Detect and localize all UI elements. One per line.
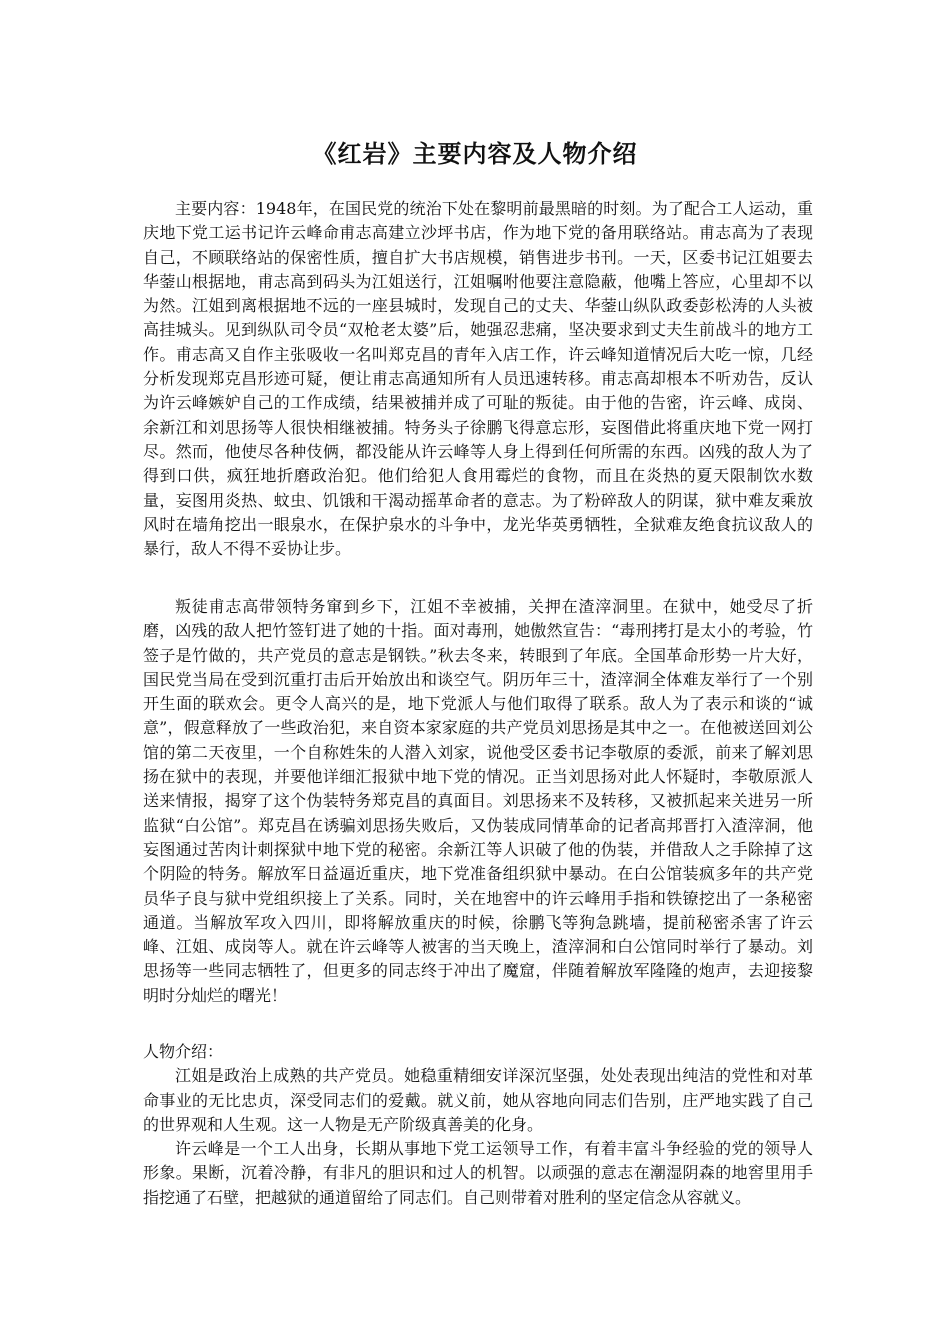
summary-paragraph-2-block	[143, 595, 813, 1008]
characters-section	[143, 1040, 813, 1210]
characters-heading: 人物介绍：	[143, 1042, 224, 1061]
summary-paragraph-1: 主要内容：1948年，在国民党的统治下处在黎明前最黑暗的时刻。为了配合工人运动，重庆地下党工运书记许云峰命甫志高建立沙坪书店，作为地下党的备用联络站。甫志高为了表现自己，不顾联络站的保密性质，擅自扩大书店规模，销售进步书刊。一天，区委书记江姐要去华蓥山根据地，甫志高到码头为江姐送行，江姐嘱咐他要注意隐蔽，他嘴上答应，心里却不以为然。江姐到离根据地不远的一座县城时，发现自己的丈夫、华蓥山纵队政委彭松涛的人头被高挂城头。见到纵队司令员“双枪老太婆”后，她强忍悲痛，坚决要求到丈夫生前战斗的地方工作。甫志高又自作主张吸收一名叫郑克昌的青年入店工作，许云峰知道情况后大吃一惊，几经分析发现郑克昌形迹可疑，便让甫志高通知所有人员迅速转移。甫志高却根本不听劝告，反认为许云峰嫉妒自己的工作成绩，结果被捕并成了可耻的叛徒。由于他的告密，许云峰、成岗、余新江和刘思扬等人很快相继被捕。特务头子徐鹏飞得意忘形，妄图借此将重庆地下党一网打尽。然而，他使尽各种伎俩，都没能从许云峰等人身上得到任何所需的东西。凶残的敌人为了得到口供，疯狂地折磨政治犯。他们给犯人食用霉烂的食物，而且在炎热的夏天限制饮水数量，妄图用炎热、蚊虫、饥饿和干渴动摇革命者的意志。为了粉碎敌人的阴谋，狱中难友乘放风时在墙角挖出一眼泉水，在保护泉水的斗争中，龙光华英勇牺牲，全狱难友绝食抗议敌人的暴行，敌人不得不妥协让步。	[143, 199, 813, 559]
summary-paragraph-1-block	[143, 197, 813, 561]
character-jiangjie: 江姐是政治上成熟的共产党员。她稳重精细安详深沉坚强，处处表现出纯洁的党性和对革命事业的无比忠贞，深受同志们的爱戴。就义前，她从容地向同志们告别，庄严地实践了自己的世界观和人生观。这一人物是无产阶级真善美的化身。	[143, 1066, 813, 1134]
document-title: 《红岩》主要内容及人物介绍	[312, 140, 638, 168]
summary-paragraph-2: 叛徒甫志高带领特务窜到乡下，江姐不幸被捕，关押在渣滓洞里。在狱中，她受尽了折磨，凶残的敌人把竹签钉进了她的十指。面对毒刑，她傲然宣告：“毒刑拷打是太小的考验，竹签子是竹做的，共产党员的意志是钢铁。”秋去冬来，转眼到了年底。全国革命形势一片大好，国民党当局在受到沉重打击后开始放出和谈空气。阴历年三十，渣滓洞全体难友举行了一个别开生面的联欢会。更令人高兴的是，地下党派人与他们取得了联系。敌人为了表示和谈的“诚意”，假意释放了一些政治犯，来自资本家家庭的共产党员刘思扬是其中之一。在他被送回刘公馆的第二天夜里，一个自称姓朱的人潜入刘家，说他受区委书记李敬原的委派，前来了解刘思扬在狱中的表现，并要他详细汇报狱中地下党的情况。正当刘思扬对此人怀疑时，李敬原派人送来情报，揭穿了这个伪装特务郑克昌的真面目。刘思扬来不及转移，又被抓起来关进另一所监狱“白公馆”。郑克昌在诱骗刘思扬失败后，又伪装成同情革命的记者高邦晋打入渣滓洞，他妄图通过苦肉计刺探狱中地下党的秘密。余新江等人识破了他的伪装，并借敌人之手除掉了这个阴险的特务。解放军日益逼近重庆，地下党准备组织狱中暴动。在白公馆装疯多年的共产党员华子良与狱中党组织接上了关系。同时，关在地窖中的许云峰用手指和铁镣挖出了一条秘密通道。当解放军攻入四川，即将解放重庆的时候，徐鹏飞等狗急跳墙，提前秘密杀害了许云峰、江姐、成岗等人。就在许云峰等人被害的当天晚上，渣滓洞和白公馆同时举行了暴动。刘思扬等一些同志牺牲了，但更多的同志终于冲出了魔窟，伴随着解放军隆隆的炮声，去迎接黎明时分灿烂的曙光！	[143, 597, 813, 1005]
character-xuyunfeng: 许云峰是一个工人出身，长期从事地下党工运领导工作，有着丰富斗争经验的党的领导人形象。果断，沉着冷静，有非凡的胆识和过人的机智。以顽强的意志在潮湿阴森的地窖里用手指挖通了石壁，把越狱的通道留给了同志们。自己则带着对胜利的坚定信念从容就义。	[143, 1139, 813, 1207]
